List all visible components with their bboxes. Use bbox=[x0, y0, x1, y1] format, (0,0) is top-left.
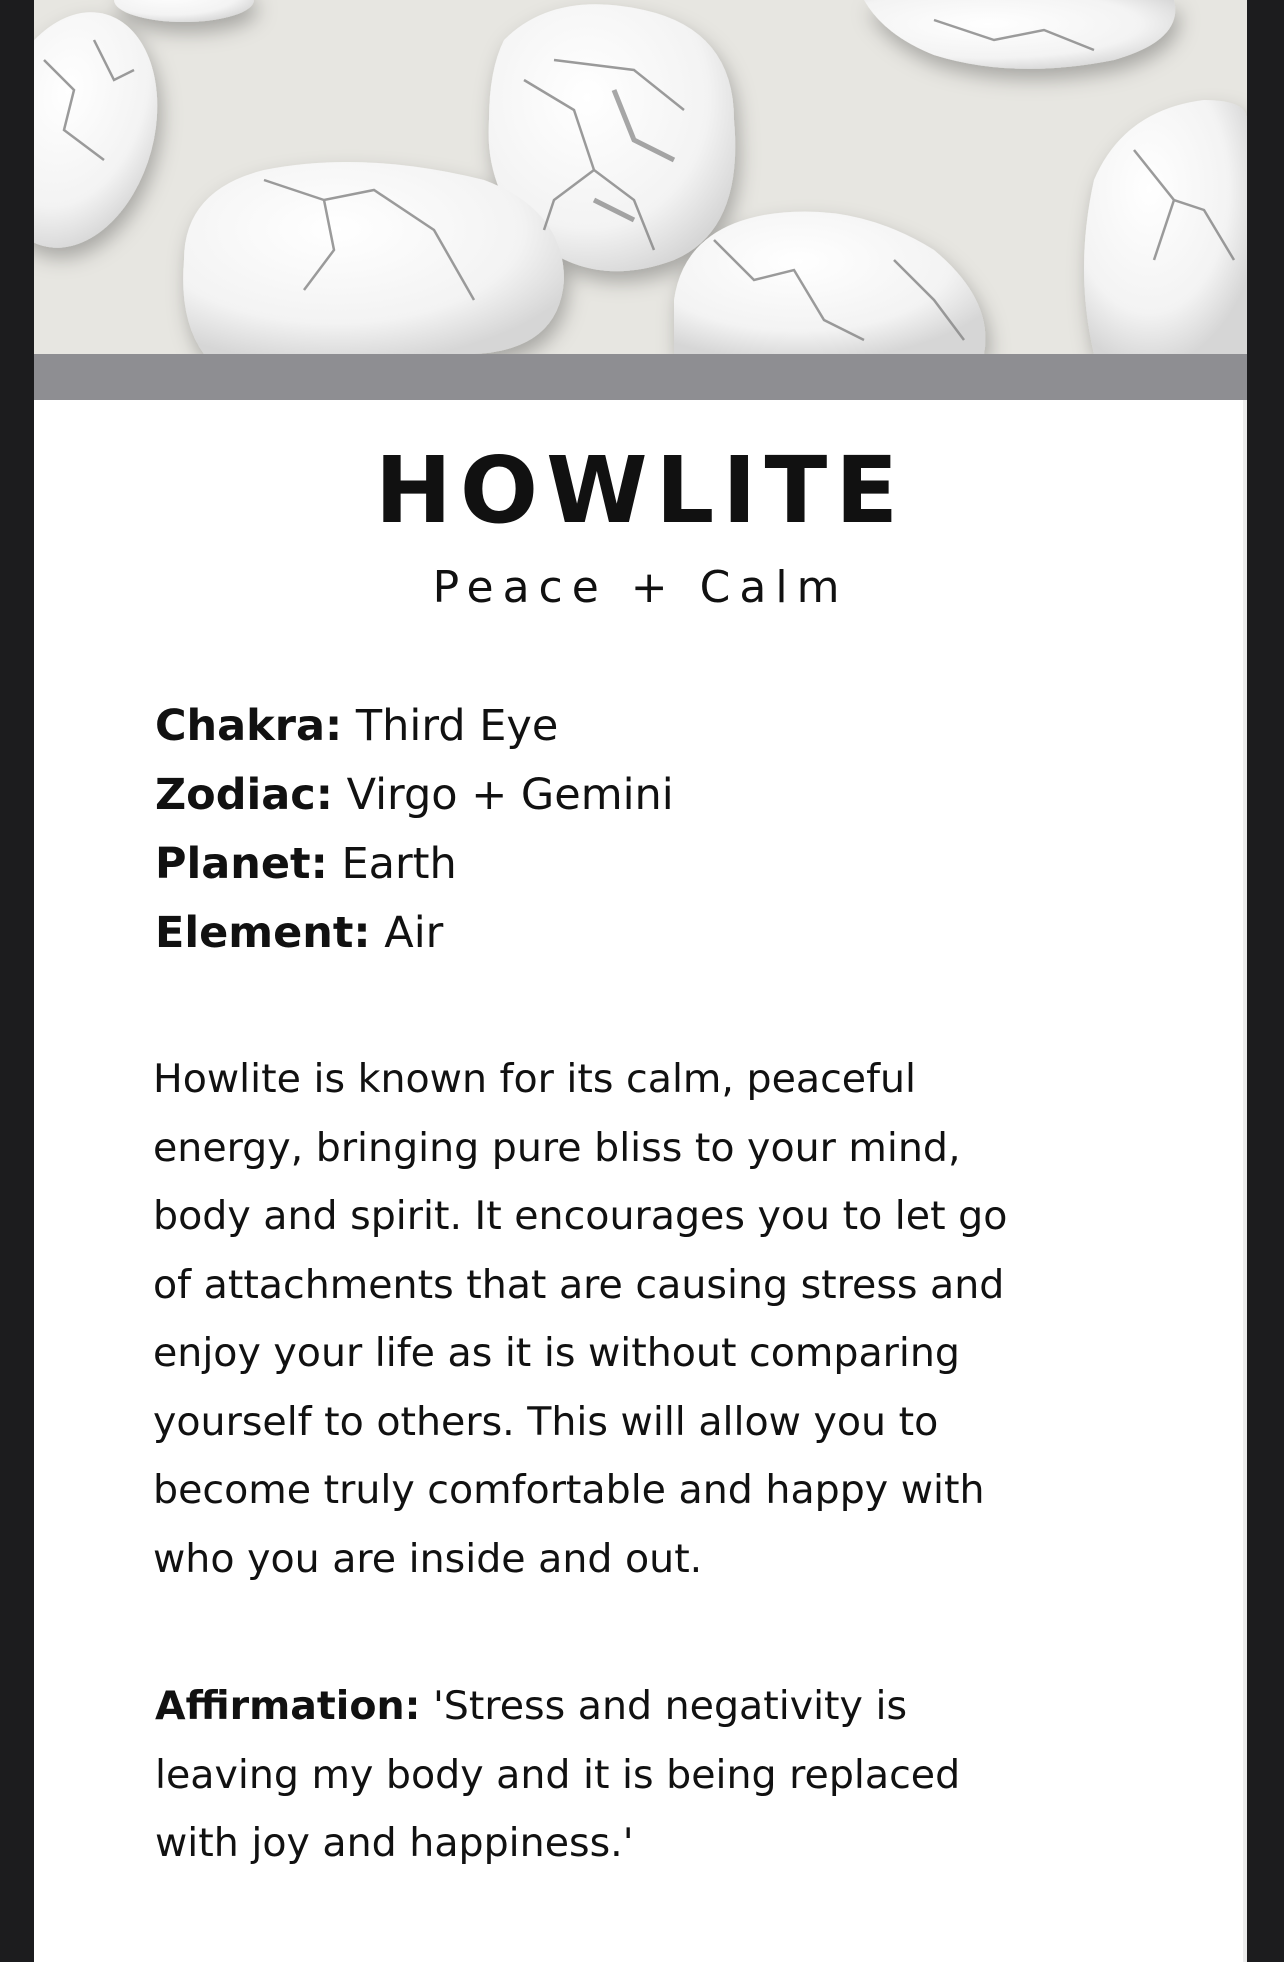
property-planet bbox=[155, 830, 1155, 899]
howlite-stones-illustration bbox=[34, 0, 1247, 354]
description-line: enjoy your life as it is without comparing bbox=[153, 1330, 960, 1376]
affirmation-line: with joy and happiness.' bbox=[155, 1820, 634, 1866]
description-line: of attachments that are causing stress and bbox=[153, 1261, 1005, 1308]
property-value: Virgo + Gemini bbox=[346, 770, 674, 820]
property-value: Earth bbox=[341, 839, 457, 889]
crystal-title: HOWLITE bbox=[374, 437, 907, 544]
description-line: body and spirit. It encourages you to let go bbox=[153, 1193, 1008, 1239]
description-line: yourself to others. This will allow you to bbox=[153, 1398, 939, 1445]
description-line: who you are inside and out. bbox=[153, 1535, 703, 1582]
property-key: Planet: bbox=[155, 839, 328, 889]
description-line: become truly comfortable and happy with bbox=[153, 1467, 985, 1513]
crystal-card bbox=[34, 0, 1247, 1962]
affirmation-line bbox=[155, 1672, 1155, 1741]
property-element bbox=[155, 899, 1155, 968]
property-key: Chakra: bbox=[155, 701, 343, 751]
affirmation-label: Affirmation: bbox=[155, 1683, 421, 1729]
affirmation-block bbox=[155, 1672, 1155, 1878]
affirmation-text: 'Stress and negativity is bbox=[432, 1683, 908, 1729]
hero-divider-bar bbox=[34, 354, 1247, 400]
description-line: energy, bringing pure bliss to your mind, bbox=[153, 1124, 961, 1171]
card-edge bbox=[1243, 400, 1247, 1962]
property-chakra bbox=[155, 692, 1155, 761]
property-value: Third Eye bbox=[355, 701, 559, 751]
property-key: Zodiac: bbox=[155, 770, 333, 820]
hero-image bbox=[34, 0, 1247, 354]
property-key: Element: bbox=[155, 908, 371, 958]
properties-list bbox=[155, 692, 1155, 968]
crystal-subtitle: Peace + Calm bbox=[432, 562, 849, 613]
affirmation-line: leaving my body and it is being replaced bbox=[155, 1751, 961, 1798]
description-line: Howlite is known for its calm, peaceful bbox=[153, 1056, 917, 1102]
property-value: Air bbox=[384, 908, 444, 958]
property-zodiac bbox=[155, 761, 1155, 830]
description-paragraph bbox=[153, 1045, 1153, 1593]
